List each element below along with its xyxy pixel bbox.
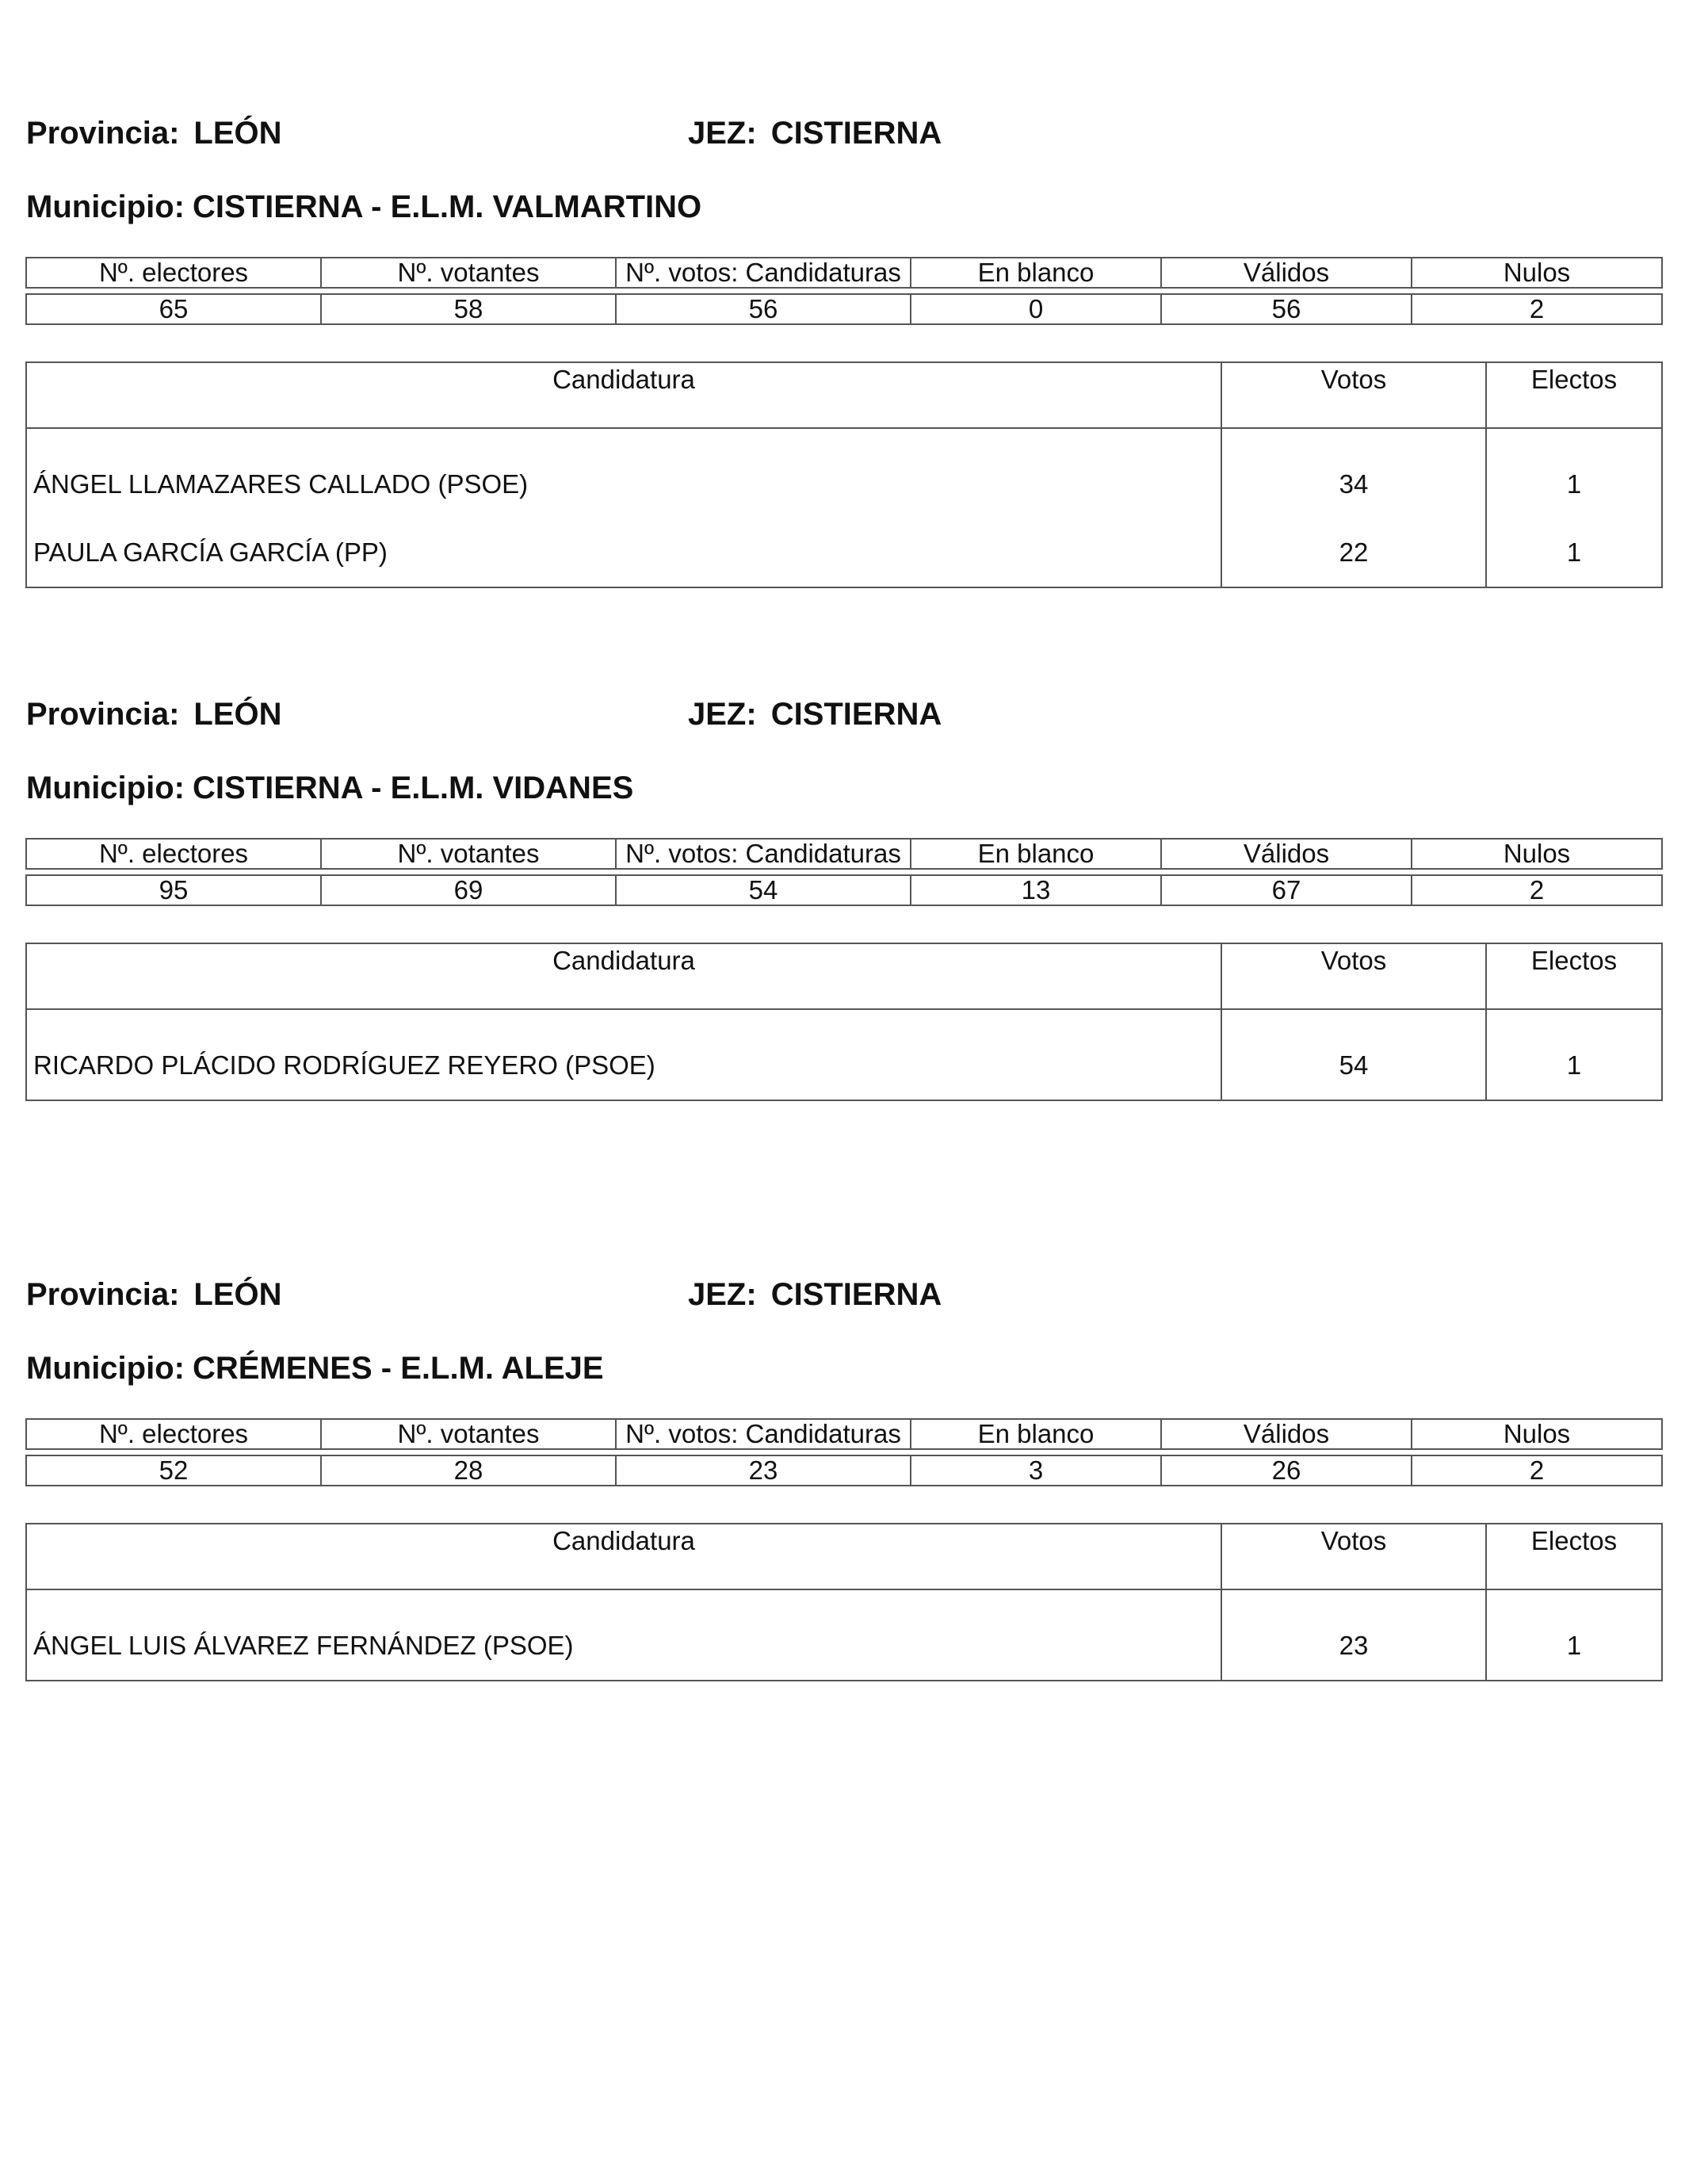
stats-value-votos-candidaturas: 23 xyxy=(616,1455,911,1486)
table-row xyxy=(26,518,1662,587)
municipio-line xyxy=(26,771,633,806)
cand-header-electos: Electos xyxy=(1486,1524,1662,1589)
cand-header-votos: Votos xyxy=(1221,943,1486,1009)
municipio-value: CISTIERNA - E.L.M. VIDANES xyxy=(192,771,634,805)
cand-header-votos: Votos xyxy=(1221,362,1486,428)
stats-header-validos: Válidos xyxy=(1161,839,1412,869)
municipio-label: Municipio: xyxy=(26,771,185,805)
provincia-line xyxy=(26,697,282,732)
candidate-electos: 1 xyxy=(1486,1009,1662,1100)
provincia-line xyxy=(26,1277,282,1313)
stats-table xyxy=(25,257,1663,325)
stats-value-votos-candidaturas: 56 xyxy=(616,294,911,324)
stats-value-electores: 95 xyxy=(26,875,321,905)
stats-value-nulos: 2 xyxy=(1412,875,1662,905)
stats-header-validos: Válidos xyxy=(1161,258,1412,288)
municipio-value: CISTIERNA - E.L.M. VALMARTINO xyxy=(192,189,702,224)
result-section-vidanes xyxy=(0,581,1685,1152)
municipio-line xyxy=(26,1351,604,1387)
stats-header-nulos: Nulos xyxy=(1412,258,1662,288)
stats-header-votantes: Nº. votantes xyxy=(321,258,616,288)
candidate-name: PAULA GARCÍA GARCÍA (PP) xyxy=(26,518,1221,587)
provincia-value: LEÓN xyxy=(193,116,282,151)
municipio-value: CRÉMENES - E.L.M. ALEJE xyxy=(192,1351,604,1386)
cand-header-candidatura: Candidatura xyxy=(26,362,1221,428)
cand-header-candidatura: Candidatura xyxy=(26,943,1221,1009)
stats-value-votantes: 69 xyxy=(321,875,616,905)
stats-value-votantes: 28 xyxy=(321,1455,616,1486)
stats-header-electores: Nº. electores xyxy=(26,839,321,869)
jez-line xyxy=(688,697,942,732)
stats-value-nulos: 2 xyxy=(1412,294,1662,324)
stats-value-electores: 65 xyxy=(26,294,321,324)
stats-value-votos-candidaturas: 54 xyxy=(616,875,911,905)
stats-value-en-blanco: 3 xyxy=(911,1455,1161,1486)
stats-value-nulos: 2 xyxy=(1412,1455,1662,1486)
stats-header-en-blanco: En blanco xyxy=(911,839,1161,869)
jez-value: CISTIERNA xyxy=(770,697,942,732)
stats-header-electores: Nº. electores xyxy=(26,1419,321,1449)
table-row xyxy=(26,1009,1662,1100)
municipio-label: Municipio: xyxy=(26,189,185,224)
stats-header-validos: Válidos xyxy=(1161,1419,1412,1449)
provincia-line xyxy=(26,116,282,151)
jez-label: JEZ: xyxy=(688,697,757,732)
cand-header-votos: Votos xyxy=(1221,1524,1486,1589)
stats-header-votantes: Nº. votantes xyxy=(321,839,616,869)
jez-line xyxy=(688,116,942,151)
candidate-name: ÁNGEL LLAMAZARES CALLADO (PSOE) xyxy=(26,428,1221,518)
stats-value-en-blanco: 0 xyxy=(911,294,1161,324)
table-row xyxy=(26,1589,1662,1681)
stats-header-nulos: Nulos xyxy=(1412,839,1662,869)
municipio-label: Municipio: xyxy=(26,1351,185,1386)
jez-line xyxy=(688,1277,942,1313)
table-row xyxy=(26,428,1662,518)
stats-table xyxy=(25,1418,1663,1486)
candidate-votos: 23 xyxy=(1221,1589,1486,1681)
stats-header-votos-candidaturas: Nº. votos: Candidaturas xyxy=(616,1419,911,1449)
stats-header-votantes: Nº. votantes xyxy=(321,1419,616,1449)
stats-value-votantes: 58 xyxy=(321,294,616,324)
stats-value-en-blanco: 13 xyxy=(911,875,1161,905)
provincia-value: LEÓN xyxy=(193,697,282,732)
jez-value: CISTIERNA xyxy=(770,116,942,151)
candidates-table xyxy=(25,1523,1663,1681)
stats-value-electores: 52 xyxy=(26,1455,321,1486)
stats-value-validos: 67 xyxy=(1161,875,1412,905)
stats-table xyxy=(25,838,1663,906)
provincia-label: Provincia: xyxy=(26,697,180,732)
municipio-line xyxy=(26,189,701,225)
stats-header-votos-candidaturas: Nº. votos: Candidaturas xyxy=(616,839,911,869)
provincia-label: Provincia: xyxy=(26,116,180,151)
candidates-table xyxy=(25,361,1663,588)
candidate-electos: 1 xyxy=(1486,428,1662,518)
jez-label: JEZ: xyxy=(688,116,757,151)
stats-header-en-blanco: En blanco xyxy=(911,1419,1161,1449)
stats-header-en-blanco: En blanco xyxy=(911,258,1161,288)
stats-header-votos-candidaturas: Nº. votos: Candidaturas xyxy=(616,258,911,288)
cand-header-candidatura: Candidatura xyxy=(26,1524,1221,1589)
result-section-aleje xyxy=(0,1161,1685,1732)
result-section-valmartino xyxy=(0,0,1685,571)
jez-value: CISTIERNA xyxy=(770,1277,942,1312)
candidate-electos: 1 xyxy=(1486,1589,1662,1681)
stats-header-nulos: Nulos xyxy=(1412,1419,1662,1449)
cand-header-electos: Electos xyxy=(1486,943,1662,1009)
provincia-value: LEÓN xyxy=(193,1277,282,1312)
jez-label: JEZ: xyxy=(688,1277,757,1312)
candidate-name: ÁNGEL LUIS ÁLVAREZ FERNÁNDEZ (PSOE) xyxy=(26,1589,1221,1681)
candidate-electos: 1 xyxy=(1486,518,1662,587)
candidate-votos: 22 xyxy=(1221,518,1486,587)
candidate-votos: 34 xyxy=(1221,428,1486,518)
candidate-name: RICARDO PLÁCIDO RODRÍGUEZ REYERO (PSOE) xyxy=(26,1009,1221,1100)
provincia-label: Provincia: xyxy=(26,1277,180,1312)
candidate-votos: 54 xyxy=(1221,1009,1486,1100)
stats-value-validos: 56 xyxy=(1161,294,1412,324)
stats-value-validos: 26 xyxy=(1161,1455,1412,1486)
candidates-table xyxy=(25,943,1663,1101)
cand-header-electos: Electos xyxy=(1486,362,1662,428)
stats-header-electores: Nº. electores xyxy=(26,258,321,288)
